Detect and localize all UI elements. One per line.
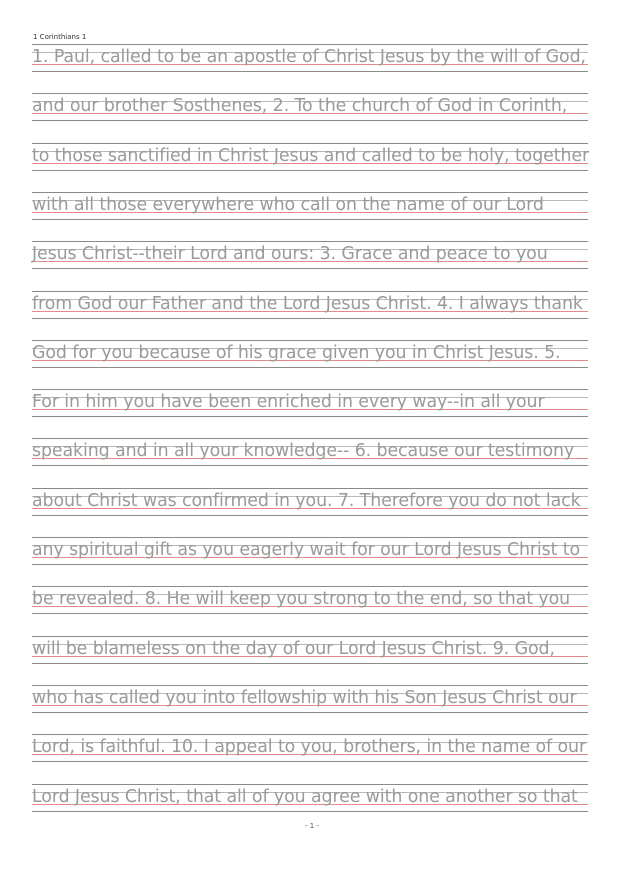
practice-line (32, 241, 588, 290)
ruled-guide-line (32, 219, 588, 220)
trace-text: Jesus Christ--their Lord and ours: 3. Grace and peace to you (32, 244, 548, 265)
ruled-guide-line (32, 734, 588, 735)
ruled-guide-line (32, 811, 588, 812)
trace-text: 1. Paul, called to be an apostle of Christ Jesus by the will of God, (32, 47, 586, 67)
ruled-guide-line (32, 784, 588, 785)
ruled-guide-line (32, 613, 588, 614)
practice-line (32, 143, 588, 192)
practice-line (32, 537, 588, 586)
trace-text: will be blameless on the day of our Lord Jesus Christ. 9. God, (32, 638, 555, 659)
ruled-guide-line (32, 663, 588, 664)
practice-line (32, 734, 588, 783)
ruled-guide-line (32, 318, 588, 319)
ruled-guide-line (32, 488, 588, 489)
trace-text: Lord Jesus Christ, that all of you agree with one another so that (32, 786, 578, 807)
practice-line (32, 44, 588, 93)
practice-line (32, 488, 588, 537)
ruled-guide-line (32, 465, 588, 466)
trace-text: from God our Father and the Lord Jesus Christ. 4. I always thank (32, 293, 583, 314)
ruled-guide-line (32, 268, 588, 269)
ruled-guide-line (32, 241, 588, 242)
practice-line (32, 192, 588, 241)
page-number: - 1 - (305, 822, 319, 830)
ruled-guide-line (32, 93, 588, 94)
ruled-guide-line (32, 44, 588, 45)
practice-line (32, 685, 588, 734)
practice-line (32, 586, 588, 635)
ruled-guide-line (32, 537, 588, 538)
ruled-guide-line (32, 636, 588, 637)
trace-text: to those sanctified in Christ Jesus and called to be holy, together (32, 145, 590, 166)
ruled-guide-line (32, 367, 588, 368)
ruled-guide-line (32, 416, 588, 417)
practice-line (32, 438, 588, 487)
trace-text: with all those everywhere who call on the name of our Lord (32, 194, 544, 215)
ruled-guide-line (32, 586, 588, 587)
ruled-guide-line (32, 438, 588, 439)
ruled-guide-line (32, 71, 588, 72)
practice-line (32, 93, 588, 142)
practice-line (32, 291, 588, 340)
trace-text: any spiritual gift as you eagerly wait for our Lord Jesus Christ to (32, 540, 581, 560)
ruled-guide-line (32, 291, 588, 292)
practice-line (32, 340, 588, 389)
ruled-guide-line (32, 685, 588, 686)
trace-text: who has called you into fellowship with his Son Jesus Christ our (32, 687, 577, 708)
trace-text: God for you because of his grace given you in Christ Jesus. 5. (32, 342, 561, 363)
trace-text: Lord, is faithful. 10. I appeal to you, brothers, in the name of our (32, 737, 587, 758)
ruled-guide-line (32, 340, 588, 341)
ruled-guide-line (32, 761, 588, 762)
ruled-guide-line (32, 389, 588, 390)
ruled-guide-line (32, 120, 588, 121)
practice-line (32, 636, 588, 685)
ruled-guide-line (32, 170, 588, 171)
trace-text: about Christ was confirmed in you. 7. Therefore you do not lack (32, 490, 581, 511)
page-title: 1 Corinthians 1 (33, 33, 87, 41)
trace-text: speaking and in all your knowledge-- 6. because our testimony (32, 441, 575, 462)
ruled-guide-line (32, 564, 588, 565)
ruled-guide-line (32, 515, 588, 516)
ruled-guide-line (32, 143, 588, 144)
trace-text: be revealed. 8. He will keep you strong to the end, so that you (32, 589, 571, 610)
trace-text: and our brother Sosthenes, 2. To the church of God in Corinth, (32, 96, 568, 117)
ruled-guide-line (32, 712, 588, 713)
trace-text: For in him you have been enriched in every way--in all your (32, 392, 545, 413)
ruled-guide-line (32, 192, 588, 193)
practice-line (32, 389, 588, 438)
